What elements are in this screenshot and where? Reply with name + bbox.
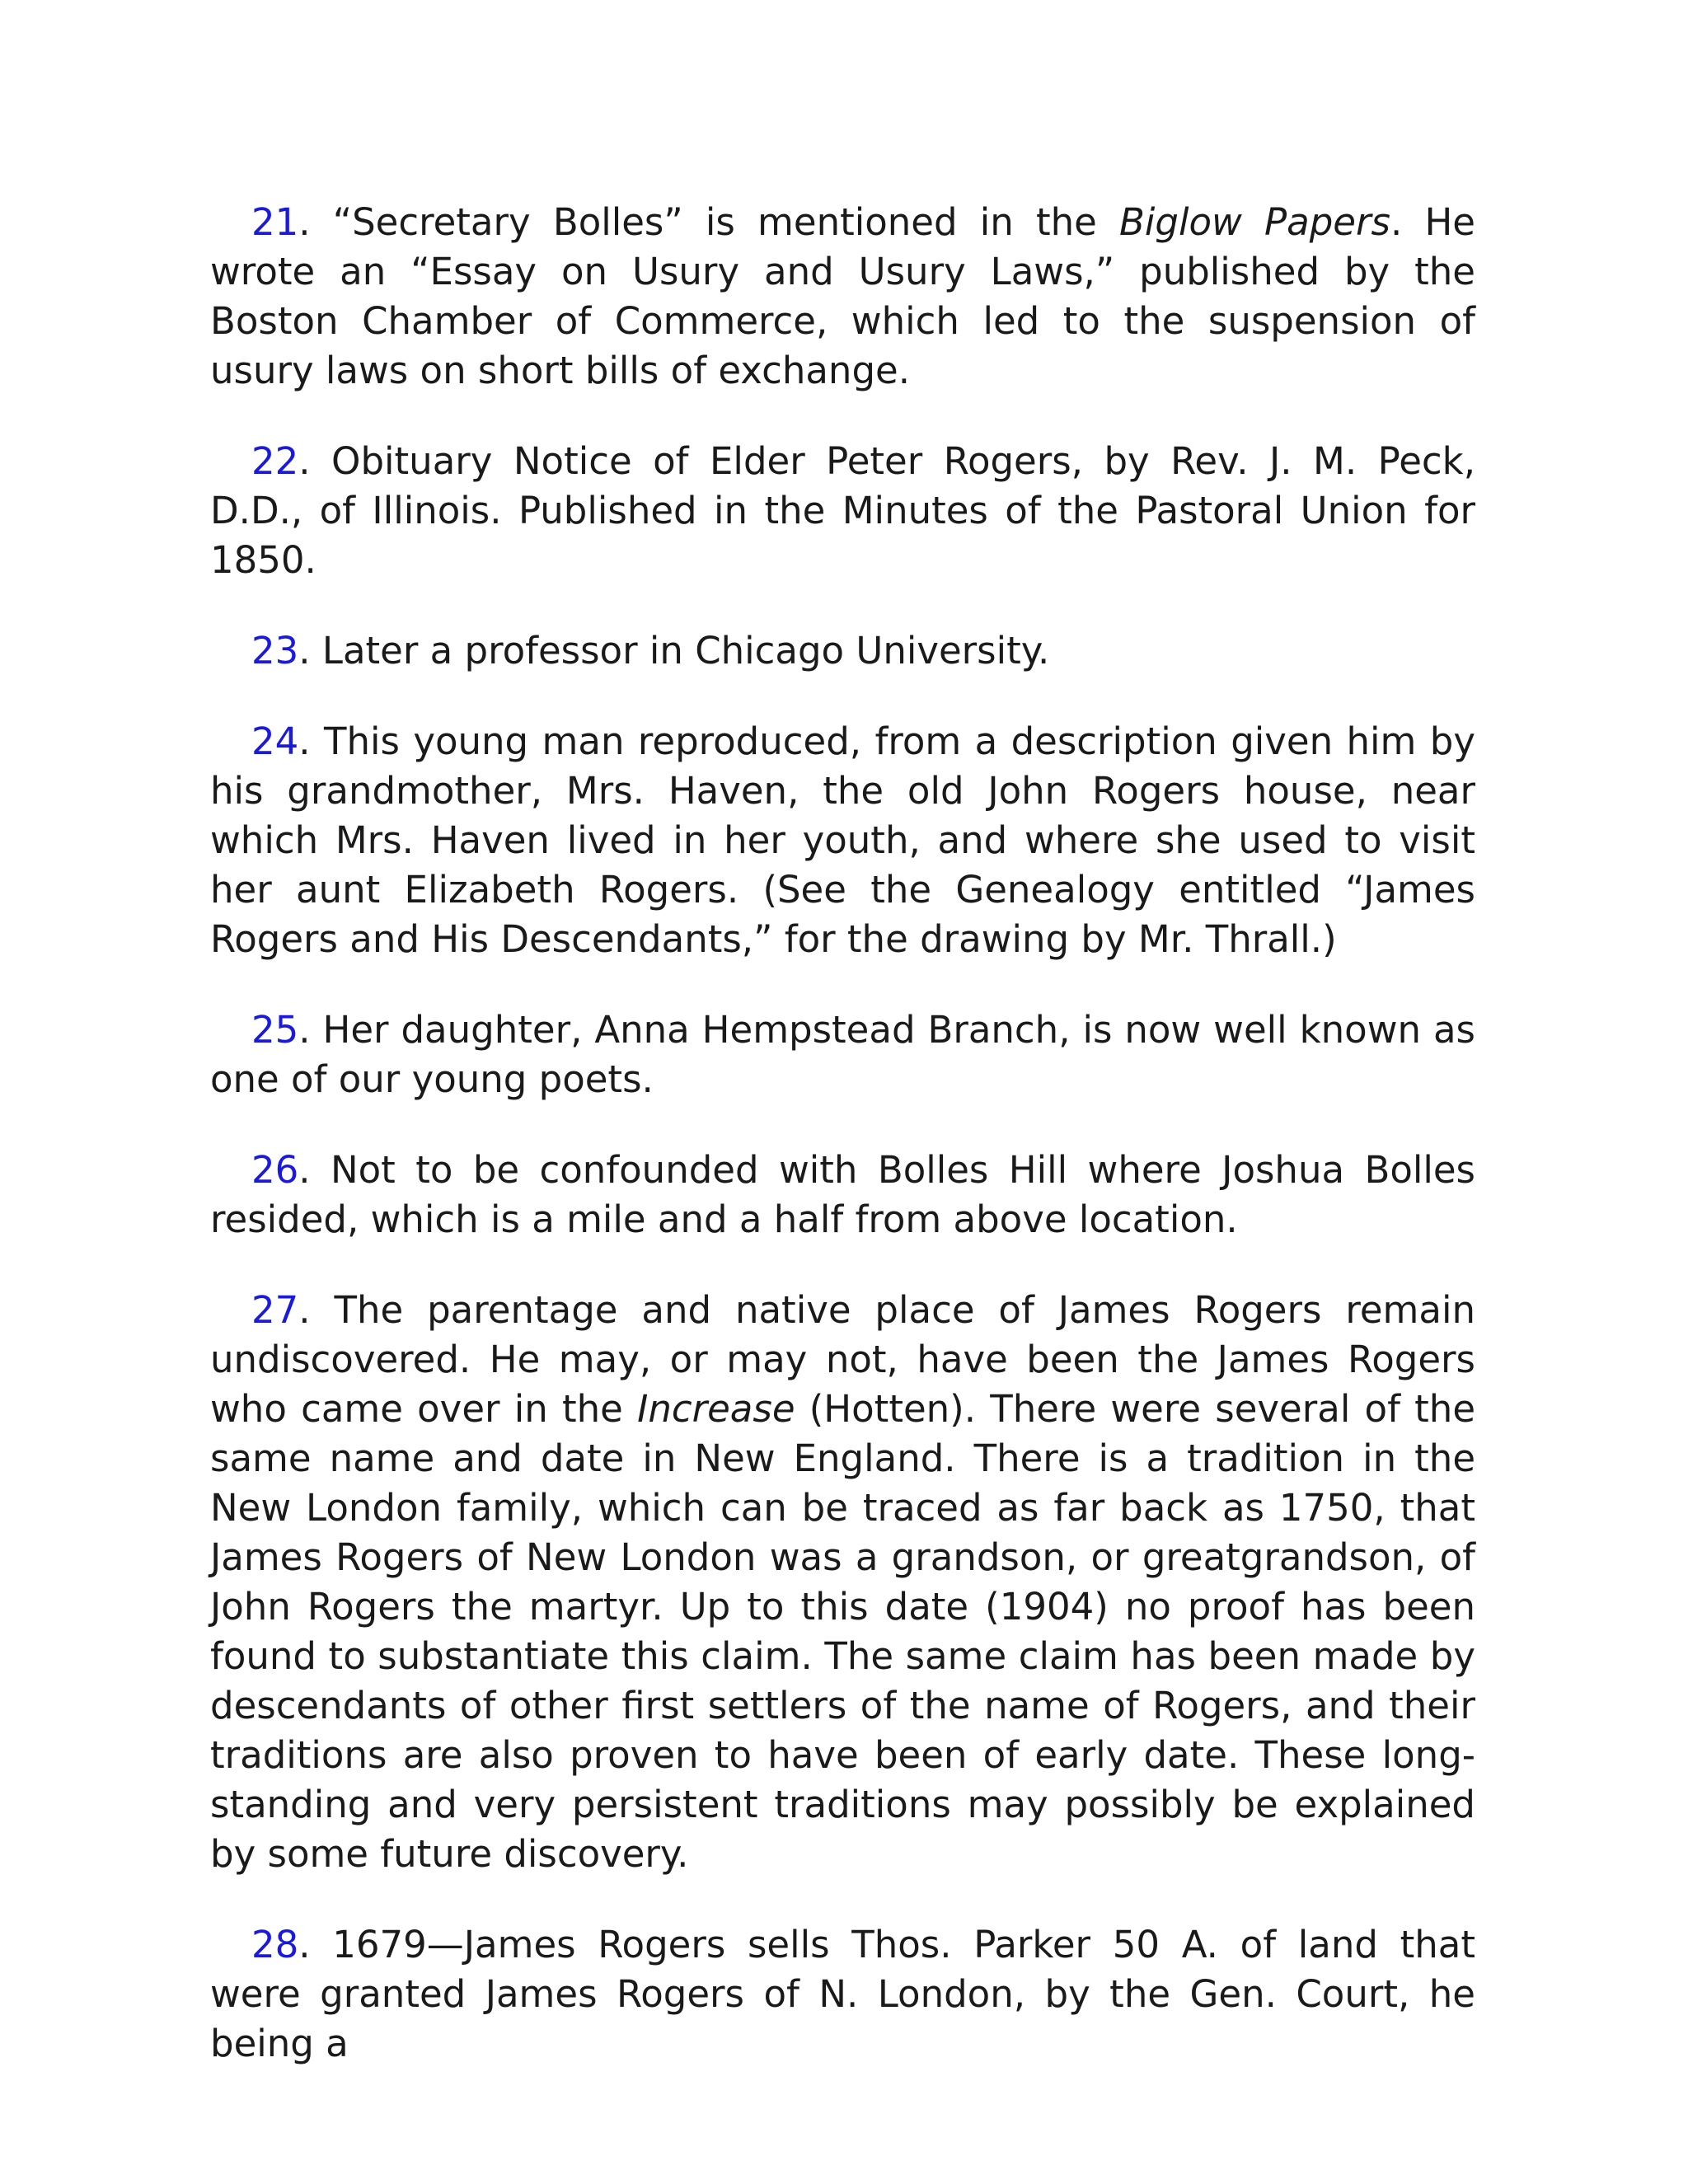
footnote-title-italic: Biglow Papers xyxy=(1119,200,1390,244)
footnote-23 xyxy=(210,626,1475,676)
footnote-link-22[interactable]: 22 xyxy=(251,439,299,483)
footnote-text: . 1679—James Rogers sells Thos. Parker 50 A. of land that were granted James Rogers of N. London, by the Gen. Court, he being a xyxy=(210,1923,1475,2065)
footnote-27 xyxy=(210,1286,1475,1879)
footnote-link-25[interactable]: 25 xyxy=(251,1008,299,1052)
footnote-25 xyxy=(210,1005,1475,1104)
footnote-link-26[interactable]: 26 xyxy=(251,1148,299,1192)
ship-name-italic: Increase xyxy=(637,1387,795,1431)
footnote-text: . The parentage and native place of James Rogers remain undiscovered. He may, or may not, have been the James Rogers who came over in the xyxy=(210,1288,1475,1431)
footnote-28 xyxy=(210,1920,1475,2069)
footnote-link-28[interactable]: 28 xyxy=(251,1923,299,1966)
footnote-26 xyxy=(210,1146,1475,1244)
footnote-24 xyxy=(210,717,1475,964)
footnote-text: . This young man reproduced, from a description given him by his grandmother, Mrs. Haven, the old John Rogers house, near which Mrs. Haven lived in her youth, and where she used to visit her aunt Elizabeth Rogers. (See the Genealogy entitled “James Rogers and His Descendants,” for the drawing by Mr. Thrall.) xyxy=(210,719,1475,961)
footnote-text: (Hotten). There were several of the same name and date in New England. There is a tradition in the New London family, which can be traced as far back as 1750, that James Rogers of New London was a grandson, or greatgrandson, of John Rogers the martyr. Up to this date (1904) no proof has been found to substantiate this claim. The same claim has been made by descendants of other first settlers of the name of Rogers, and their traditions are also proven to have been of early date. These long-standing and very persistent traditions may possibly be explained by some future discovery. xyxy=(210,1387,1476,1876)
footnotes-page xyxy=(210,198,1475,2110)
footnote-text: . Her daughter, Anna Hempstead Branch, is now well known as one of our young poets. xyxy=(210,1008,1475,1101)
footnote-text: . Not to be confounded with Bolles Hill where Joshua Bolles resided, which is a mile and a half from above location. xyxy=(210,1148,1475,1241)
footnote-link-27[interactable]: 27 xyxy=(251,1288,299,1332)
footnote-21 xyxy=(210,198,1475,396)
footnote-link-24[interactable]: 24 xyxy=(251,719,299,763)
footnote-link-23[interactable]: 23 xyxy=(251,629,299,673)
footnote-text: . He wrote an “Essay on Usury and Usury Laws,” published by the Boston Chamber of Commerce, which led to the suspension of usury laws on short bills of exchange. xyxy=(210,200,1475,392)
footnote-text: . Later a professor in Chicago University. xyxy=(298,629,1050,673)
footnote-text: . “Secretary Bolles” is mentioned in the xyxy=(298,200,1120,244)
footnote-22 xyxy=(210,437,1475,585)
footnote-text: . Obituary Notice of Elder Peter Rogers, by Rev. J. M. Peck, D.D., of Illinois. Published in the Minutes of the Pastoral Union for 1850. xyxy=(210,439,1475,582)
footnote-link-21[interactable]: 21 xyxy=(251,200,299,244)
